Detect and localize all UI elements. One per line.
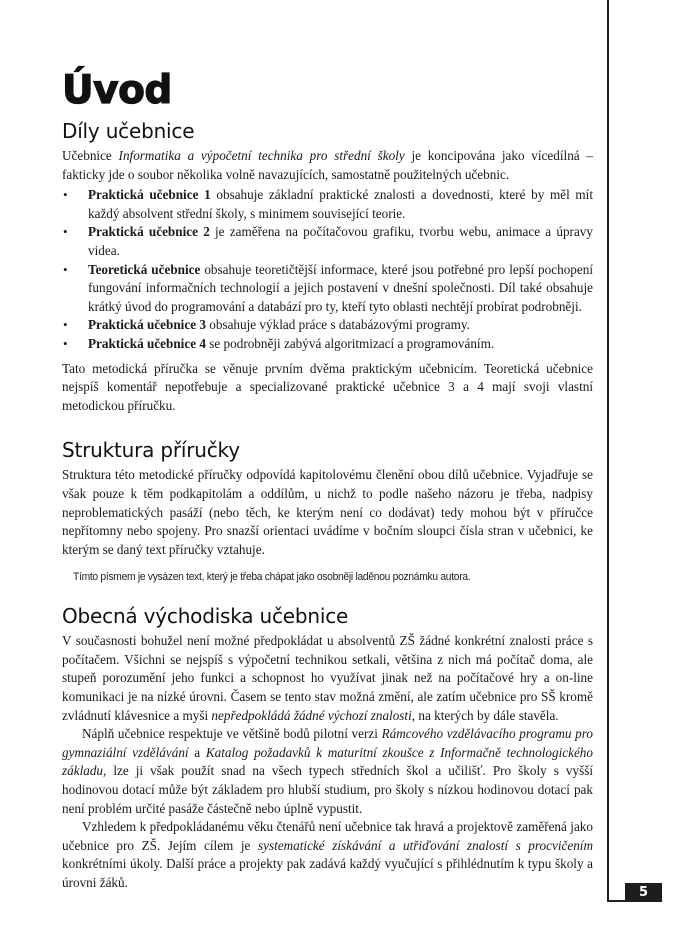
vychodiska-paragraph-1 (62, 632, 593, 725)
item-text: obsahuje teoretičtější informace, které jsou potřebné pro lepší pochopení fungování informačních technologií a jejich postavení v dnešní společnosti. Díl také obsahuje krátký úvod do programování a databází pro ty, kteří tyto oblasti nechtějí probírat podrobněji. (88, 261, 593, 314)
item-title: Teoretická učebnice (88, 261, 201, 277)
closing-paragraph: Tato metodická příručka se věnuje prvním dvěma praktickým učebnicím. Teoretická učebnice nejspíš komentář nepotřebuje a specializované praktické učebnice 3 a 4 mají svoji vlastní metodickou příručku. (62, 360, 593, 413)
page-content (62, 70, 593, 893)
section-heading-struktura: Struktura příručky (62, 438, 240, 463)
item-title: Praktická učebnice 3 (88, 317, 206, 333)
vychodiska-paragraph-2 (62, 725, 593, 818)
emphasis: systematické získávání a utřiďování znalostí s procvičením (257, 837, 593, 853)
struktura-paragraph: Struktura této metodické příručky odpovídá kapitolovému členění obou dílů učebnice. Vyjadřuje se však pouze k těm podkapitolám a oddílům, u nichž to podle našeho názoru je třeba, nadpisy neproblematických pasáží (nebo těch, ke kterým není co dodávat) tedy mohou být v příručce nepřítomny nebo spojeny. Pro snazší orientaci uvádíme v bočním sloupci čísla stran v učebnici, ke kterým se daný text příručky vztahuje. (62, 467, 593, 557)
text: je koncipována jako vícedílná – fakticky jde o soubor několika volně navazujících, samostatně použitelných učebnic. (62, 148, 593, 182)
chapter-title: Úvod (62, 68, 172, 113)
text: Vzhledem k předpokládanému věku čtenářů není učebnice tak hravá a projektově zaměřená jako učebnice pro ZŠ. Jejím cílem je (62, 819, 593, 853)
intro-paragraph (62, 147, 593, 184)
text: Učebnice (62, 148, 119, 163)
item-text: obsahuje základní praktické znalosti a dovednosti, které by měl mít každý absolvent střední školy, s minimem související teorie. (88, 187, 593, 221)
section-heading-dily: Díly učebnice (62, 119, 195, 143)
item-title: Praktická učebnice 1 (88, 187, 211, 203)
list-item (88, 316, 593, 335)
item-text: obsahuje výklad práce s databázovými programy. (205, 317, 470, 333)
parts-list (62, 186, 593, 353)
text: konkrétními úkoly. Další práce a projekty pak zadává každý vyučující s přihlédnutím k typu školy a úrovni žáků. (62, 856, 593, 890)
item-title: Praktická učebnice 2 (88, 224, 210, 240)
text: a (188, 744, 206, 760)
text: , na kterých by dále stavěla. (411, 707, 559, 723)
list-item (88, 261, 593, 317)
item-title: Praktická učebnice 4 (88, 335, 206, 351)
item-text: je zaměřena na počítačovou grafiku, tvorbu webu, animace a úpravy videa. (88, 224, 593, 258)
document-title: Katalog požadavků k maturitní zkoušce z Informačně technologického základu (62, 744, 593, 779)
document-title: Rámcového vzdělávacího programu pro gymnaziální vzdělávání (62, 726, 594, 760)
text: V současnosti bohužel není možné předpokládat u absolventů ZŠ žádné konkrétní znalosti práce s počítačem. Všichni se nejspíš s výpočetní technikou setkali, většina z nich má počítač doma, ale stupeň porozumění jeho funkci a schopnost ho využívat jinak než na počítačové hry a on-line komunikaci je na nízké úrovni. Časem se tento stav možná změní, ale zatím učebnice pro SŠ kromě zvládnutí klávesnice a myši (62, 633, 593, 723)
page-number: 5 (625, 883, 662, 902)
author-note: Tímto písmem je vysázen text, který je třeba chápat jako osobněji laděnou poznámku autora. (73, 571, 471, 584)
text: , lze ji však použít snad na všech typech středních škol a učilišť. Pro školy s vyšší hodinovou dotací může být základem pro hlubší studium, pro školy s nízkou hodinovou dotací pak není problém určité pasáže částečně nebo úplně vypustit. (62, 763, 593, 816)
text: Náplň učebnice respektuje ve většině bodů pilotní verzi (82, 726, 382, 742)
emphasis: nepředpokládá žádné výchozí znalosti (211, 707, 412, 723)
list-item (88, 223, 593, 260)
margin-rule-foot (607, 900, 627, 902)
vychodiska-paragraph-3 (62, 818, 593, 892)
list-item (88, 335, 593, 354)
section-heading-vychodiska: Obecná východiska učebnice (62, 604, 349, 629)
list-item (88, 186, 593, 223)
item-text: se podrobněji zabývá algoritmizací a programováním. (205, 335, 495, 351)
margin-rule (607, 0, 609, 902)
book-title: Informatika a výpočetní technika pro střední školy (118, 148, 405, 163)
